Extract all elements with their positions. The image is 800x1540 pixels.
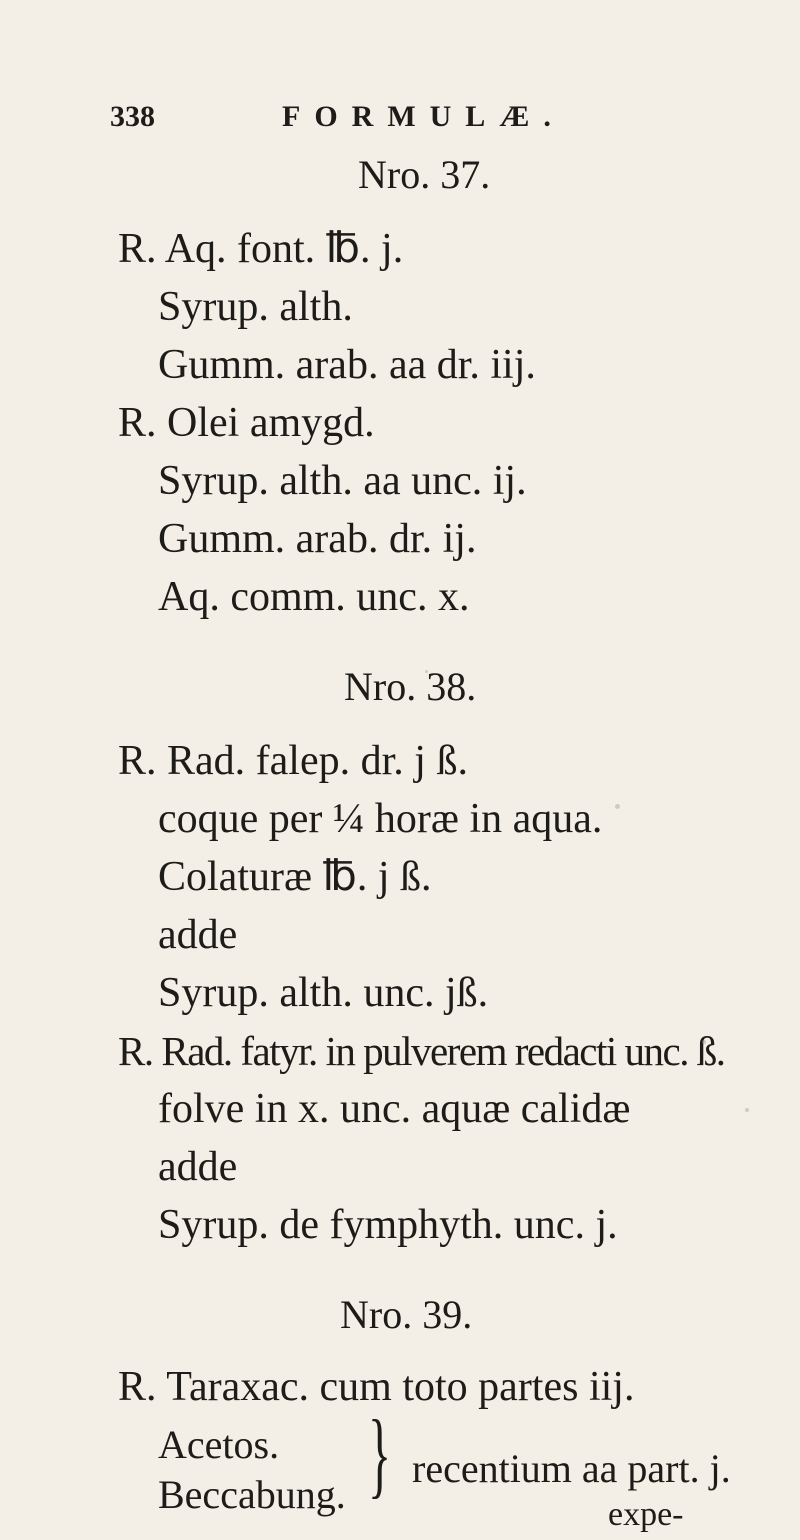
recipe-line: Syrup. alth. aa unc. ij. <box>158 458 527 504</box>
recipe-line: folve in x. unc. aquæ calidæ <box>158 1086 631 1132</box>
brace-glyph: } <box>368 1400 392 1507</box>
paper-speck <box>702 1040 706 1044</box>
page-number: 338 <box>110 100 155 133</box>
paper-speck <box>745 1108 749 1112</box>
section-title-37: Nro. 37. <box>358 152 491 197</box>
recipe-line: Gumm. arab. aa dr. iij. <box>158 342 536 388</box>
running-title: FORMULÆ. <box>282 100 565 133</box>
recipe-line: Syrup. de fymphyth. unc. j. <box>158 1202 618 1248</box>
section-title-38: Nro. 38. <box>344 664 477 709</box>
recipe-line: adde <box>158 912 238 958</box>
recipe-line: Syrup. alth. <box>158 284 353 330</box>
paper-speck <box>425 670 428 673</box>
recipe-line: R. Rad. fatyr. in pulverem redacti unc. ß. <box>118 1028 725 1074</box>
recipe-line: Aq. comm. unc. x. <box>158 574 470 620</box>
recipe-line: Gumm. arab. dr. ij. <box>158 516 477 562</box>
recipe-line: Acetos. <box>158 1422 280 1467</box>
catchword: expe- <box>608 1496 684 1533</box>
recipe-line: adde <box>158 1144 238 1190</box>
recipe-line: coque per ¼ horæ in aqua. <box>158 796 603 842</box>
recipe-line: Colaturæ ℔. j ß. <box>158 854 432 900</box>
paper-speck <box>615 804 620 809</box>
recipe-line: R. Taraxac. cum toto partes iij. <box>118 1364 635 1410</box>
recipe-line: R. Olei amygd. <box>118 400 375 446</box>
recipe-line: Beccabung. <box>158 1472 346 1517</box>
recipe-line: Syrup. alth. unc. jß. <box>158 970 489 1016</box>
recipe-line: R. Rad. falep. dr. j ß. <box>118 738 468 784</box>
section-title-39: Nro. 39. <box>340 1292 473 1337</box>
recipe-line: recentium aa part. j. <box>412 1446 731 1491</box>
recipe-line: R. Aq. font. ℔. j. <box>118 226 404 272</box>
